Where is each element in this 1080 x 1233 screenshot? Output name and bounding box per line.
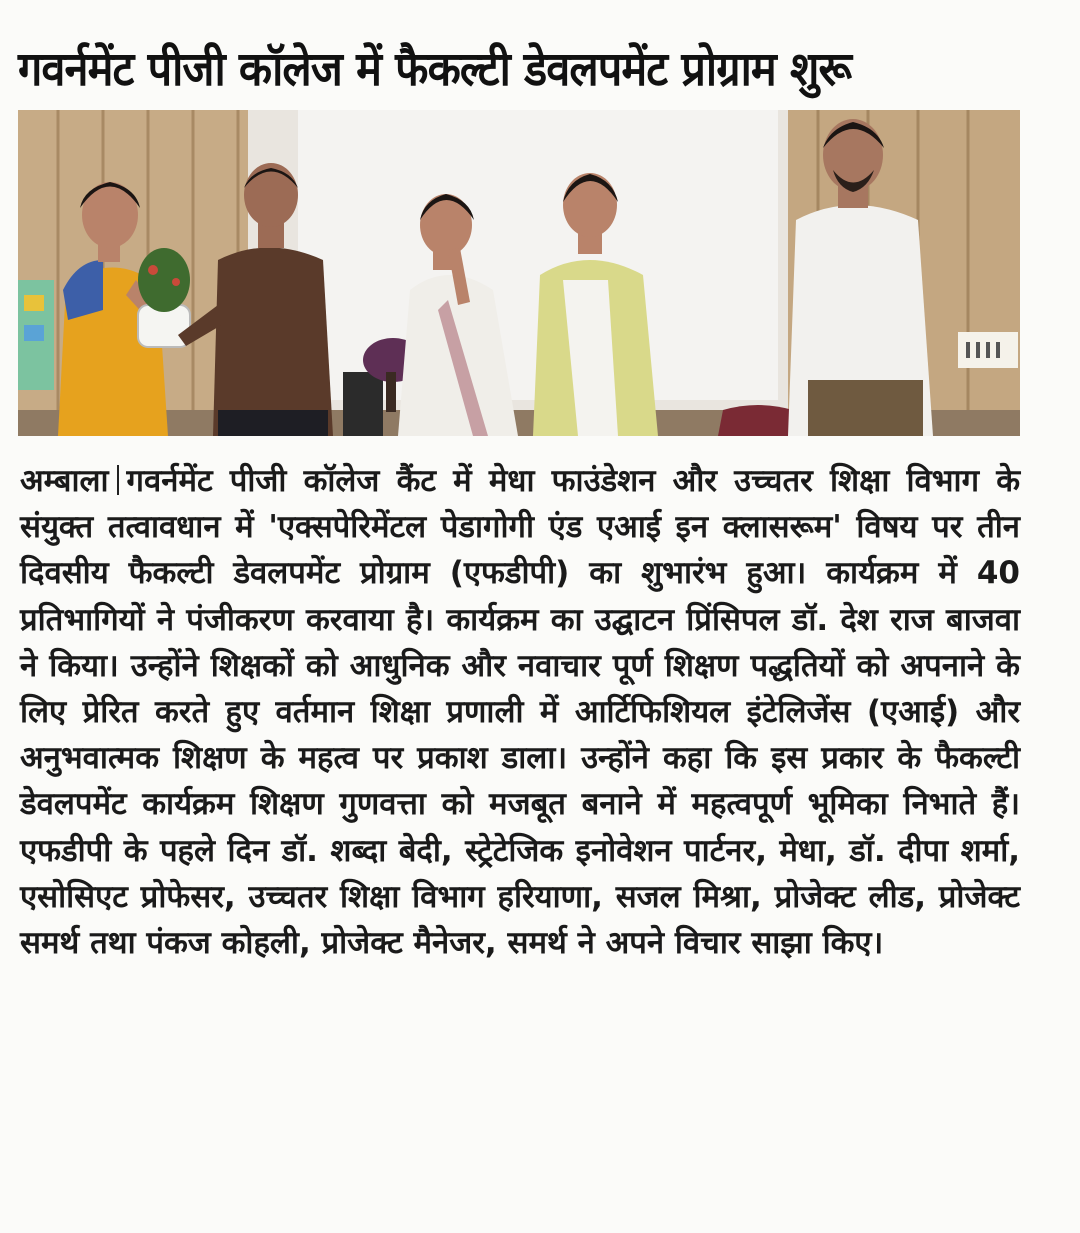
- dateline: अम्बाला: [20, 463, 109, 499]
- news-photo: [18, 110, 1020, 436]
- headline: गवर्नमेंट पीजी कॉलेज में फैकल्टी डेवलपमेंट प्रोग्राम शुरू: [18, 42, 852, 97]
- chair: [718, 405, 798, 436]
- article-body: [20, 458, 1020, 966]
- podium-stand: [343, 372, 383, 436]
- article-text: गवर्नमेंट पीजी कॉलेज कैंट में मेधा फाउंडेशन और उच्चतर शिक्षा विभाग के संयुक्त तत्वावधान में 'एक्सपेरिमेंटल पेडागोगी एंड एआई इन क्लासरूम' विषय पर तीन दिवसीय फैकल्टी डेवलपमेंट प्रोग्राम (एफडीपी) का शुभारंभ हुआ। कार्यक्रम में 40 प्रतिभागियों ने पंजीकरण करवाया है। कार्यक्रम का उद्घाटन प्रिंसिपल डॉ. देश राज बाजवा ने किया। उन्होंने शिक्षकों को आधुनिक और नवाचार पूर्ण शिक्षण पद्धतियों को अपनाने के लिए प्रेरित करते हुए वर्तमान शिक्षा प्रणाली में आर्टिफिशियल इंटेलिजेंस (एआई) और अनुभवात्मक शिक्षण के महत्व पर प्रकाश डाला। उन्होंने कहा कि इस प्रकार के फैकल्टी डेवलपमेंट कार्यक्रम शिक्षण गुणवत्ता को मजबूत बनाने में महत्वपूर्ण भूमिका निभाते हैं। एफडीपी के पहले दिन डॉ. शब्दा बेदी, स्ट्रेटेजिक इनोवेशन पार्टनर, मेधा, डॉ. दीपा शर्मा, एसोसिएट प्रोफेसर, उच्चतर शिक्षा विभाग हरियाणा, सजल मिश्रा, प्रोजेक्ट लीड, प्रोजेक्ट समर्थ तथा पंकज कोहली, प्रोजेक्ट मैनेजर, समर्थ ने अपने विचार साझा किए।: [20, 463, 1020, 962]
- dateline-separator: [117, 465, 119, 495]
- event-photo-illustration: [18, 110, 1020, 436]
